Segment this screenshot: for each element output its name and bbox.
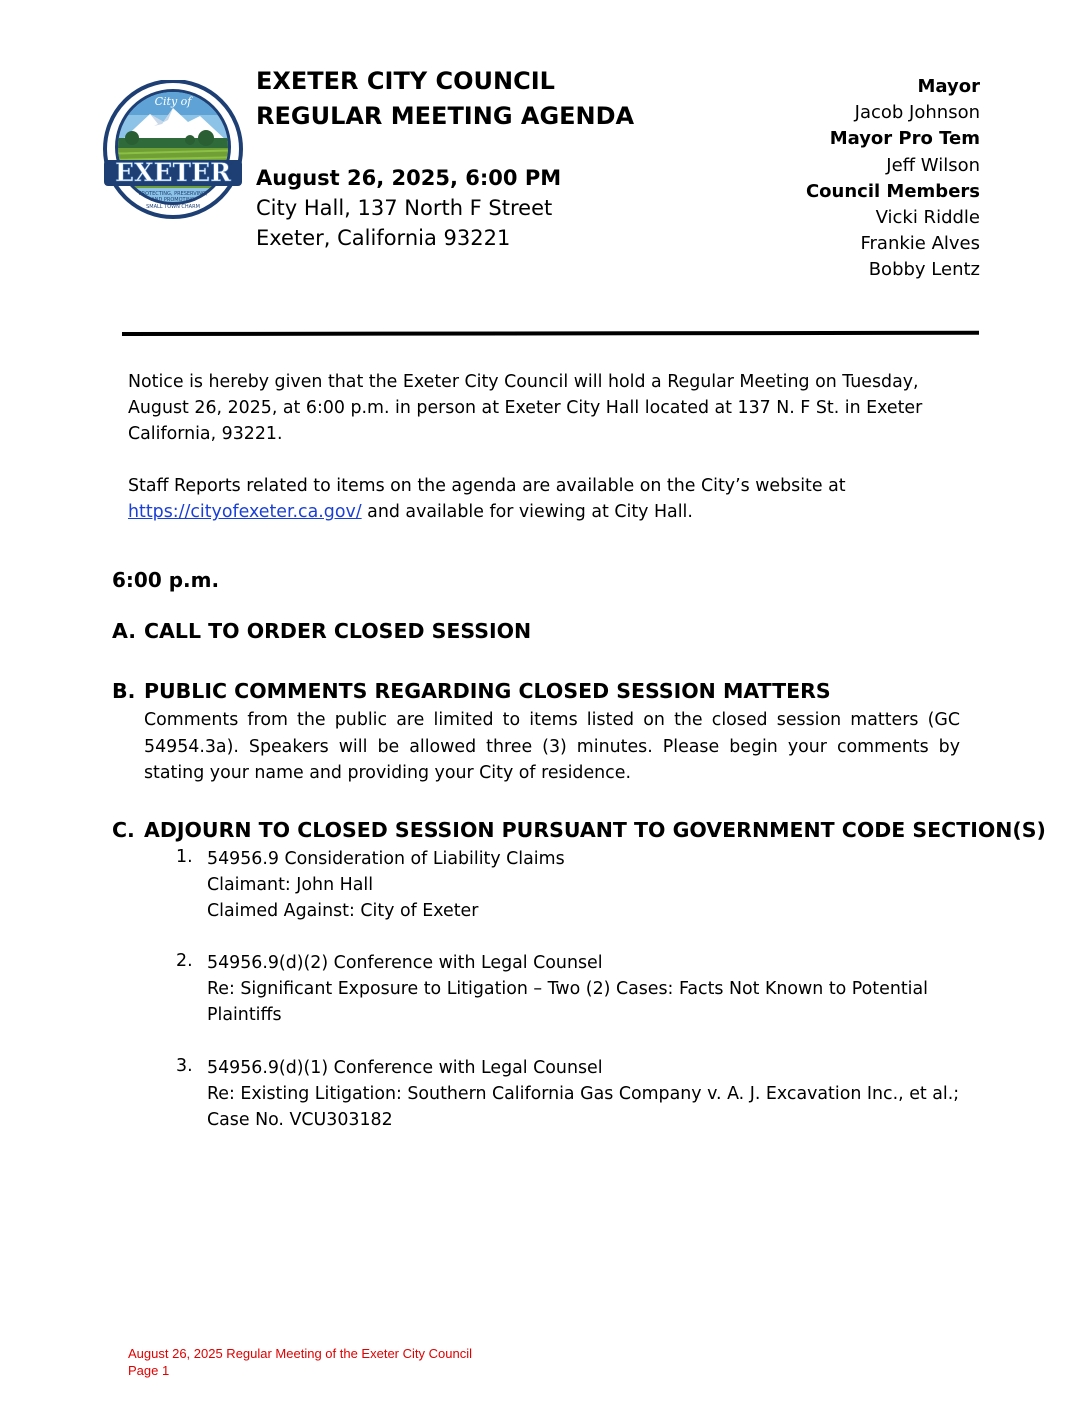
section-title: CALL TO ORDER CLOSED SESSION — [144, 619, 532, 643]
footer-page-number: Page 1 — [128, 1363, 170, 1378]
item-line: 54956.9(d)(2) Conference with Legal Counsel — [207, 953, 603, 973]
item-line: 54956.9 Consideration of Liability Claims — [207, 849, 565, 869]
logo-top-text: City of — [154, 95, 192, 108]
staff-reports-text-end: and available for viewing at City Hall. — [367, 502, 693, 523]
section-c-heading — [112, 818, 1046, 842]
section-letter: B. — [112, 679, 136, 703]
logo-name: EXETER — [115, 158, 231, 187]
city-website-link[interactable]: https://cityofexeter.ca.gov/ — [128, 502, 362, 523]
section-a-heading — [112, 619, 531, 643]
council-title: EXETER CITY COUNCIL — [256, 67, 555, 95]
staff-reports-paragraph — [128, 473, 948, 525]
council-member: Vicki Riddle — [875, 207, 980, 229]
agenda-item-2 — [207, 950, 967, 1029]
item-line: Re: Existing Litigation: Southern California Gas Company v. A. J. Excavation Inc., et al.; — [207, 1084, 960, 1105]
meeting-date-time: August 26, 2025, 6:00 PM — [256, 166, 562, 190]
page-footer — [128, 1345, 472, 1379]
section-b-body: Comments from the public are limited to items listed on the closed session matters (GC 54954.3a). Speakers will be allowed three (3) minutes. Please begin your comments by stating your name and providing your City of residence. — [144, 710, 960, 784]
item-number: 3. — [176, 1056, 193, 1076]
logo-tagline-2: AND PROMOTING — [151, 197, 195, 203]
notice-paragraph: Notice is hereby given that the Exeter City Council will hold a Regular Meeting on Tuesday, August 26, 2025, at 6:00 p.m. in person at Exeter City Hall located at 137 N. F St. in Exeter California, 93221. — [128, 372, 923, 445]
section-b-heading — [112, 679, 831, 703]
logo-tagline-3: SMALL TOWN CHARM — [146, 204, 200, 210]
agenda-item-3 — [207, 1055, 967, 1134]
agenda-title: REGULAR MEETING AGENDA — [256, 102, 635, 130]
staff-reports-text: Staff Reports related to items on the agenda are available on the City’s website at — [128, 476, 846, 496]
members-role: Council Members — [805, 180, 980, 202]
item-line: Plaintiffs — [207, 1005, 282, 1026]
item-number: 1. — [176, 847, 193, 867]
section-letter: A. — [112, 619, 137, 643]
section-title: ADJOURN TO CLOSED SESSION PURSUANT TO GOVERNMENT CODE SECTION(S) — [144, 818, 1046, 842]
council-member: Bobby Lentz — [868, 259, 980, 281]
city-seal-logo — [102, 80, 244, 222]
pro-tem-name: Jeff Wilson — [886, 154, 980, 176]
footer-meeting-title: August 26, 2025 Regular Meeting of the Exeter City Council — [128, 1346, 472, 1361]
item-number: 2. — [176, 951, 193, 971]
mayor-name: Jacob Johnson — [854, 102, 980, 124]
logo-tagline-1: PROTECTING, PRESERVING, — [138, 191, 208, 197]
item-line: Re: Significant Exposure to Litigation – Two (2) Cases: Facts Not Known to Potential — [207, 979, 928, 1000]
mayor-role: Mayor — [917, 76, 980, 97]
item-line: Claimed Against: City of Exeter — [207, 901, 479, 922]
header-divider — [122, 331, 979, 336]
council-roster — [806, 74, 980, 284]
meeting-address-line1: City Hall, 137 North F Street — [256, 196, 553, 220]
item-line: Claimant: John Hall — [207, 875, 374, 896]
item-line: 54956.9(d)(1) Conference with Legal Counsel — [207, 1058, 603, 1078]
city-seal-graphic — [102, 80, 244, 222]
section-letter: C. — [112, 818, 135, 842]
section-title: PUBLIC COMMENTS REGARDING CLOSED SESSION MATTERS — [144, 679, 831, 703]
meeting-address-line2: Exeter, California 93221 — [256, 226, 511, 250]
item-line: Case No. VCU303182 — [207, 1110, 393, 1131]
council-member: Frankie Alves — [860, 233, 980, 255]
session-time: 6:00 p.m. — [112, 568, 220, 592]
agenda-item-1 — [207, 846, 967, 925]
pro-tem-role: Mayor Pro Tem — [829, 128, 980, 150]
